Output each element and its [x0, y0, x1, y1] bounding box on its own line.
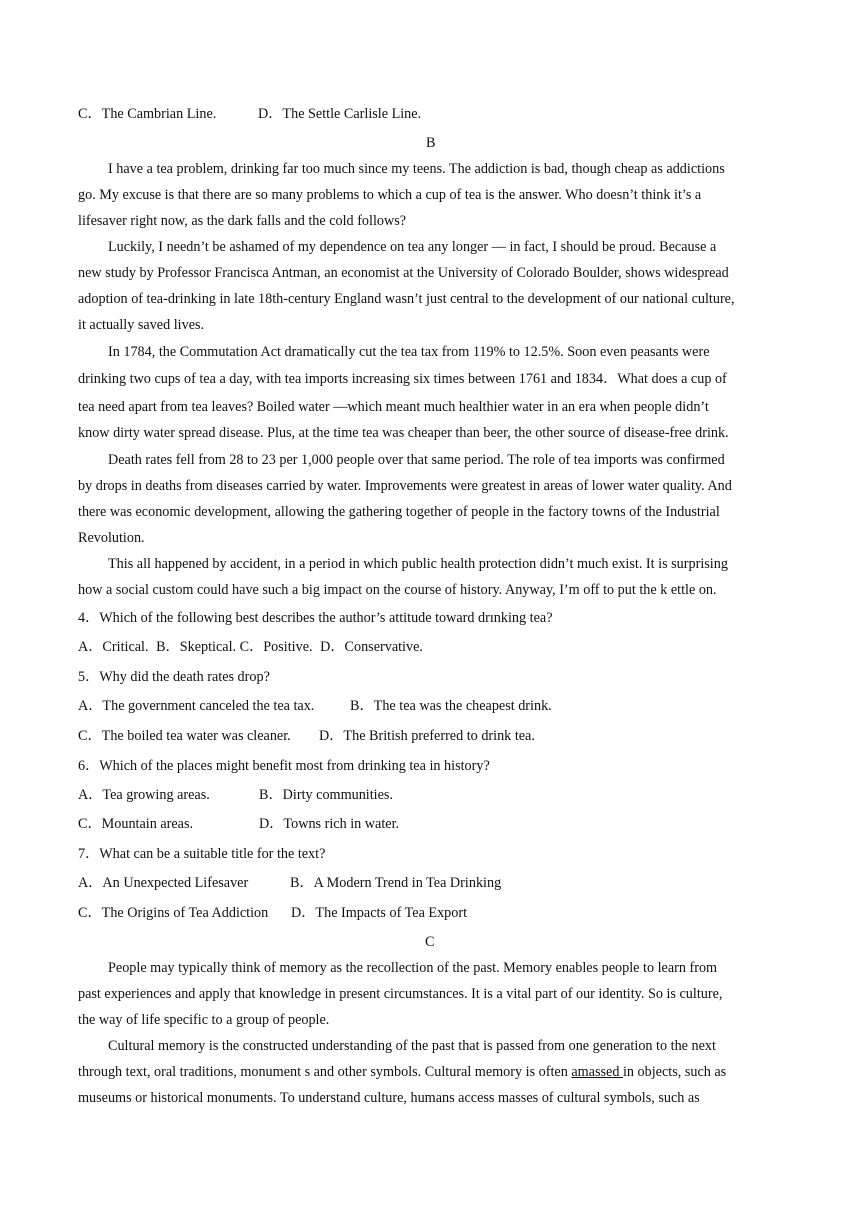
b-p1-line: go. My excuse is that there are so many problems to which a cup of tea is the answer. Who doesn’t think it’s a [78, 187, 702, 203]
b-p5-line: how a social custom could have such a big impact on the course of history. Anyway, I’m off to put the k ettle on. [78, 582, 717, 598]
q4-stem: 4．Which of the following best describes the author’s attitude toward drınking tea? [78, 610, 553, 626]
c-p2-text-before: through text, oral traditions, monument s and other symbols. Cultural memory is often [78, 1064, 572, 1080]
b-p3-line: In 1784, the Commutation Act dramatically cut the tea tax from 119% to 12.5%. Soon even peasants were [108, 344, 710, 360]
b-p2-line: adoption of tea-drinking in late 18th-century England wasn’t just central to the development of our national culture, [78, 291, 735, 307]
q6-option-c: C．Mountain areas. [78, 816, 194, 832]
q6-options-row1 [78, 785, 393, 805]
section-c-heading: C [425, 934, 435, 950]
b-p4-line: Revolution. [78, 530, 145, 546]
q5-options-row2 [78, 726, 535, 746]
q4-option-a: A．Critical. [78, 639, 149, 655]
c-p2-line: museums or historical monuments. To understand culture, humans access masses of cultural symbols, such as [78, 1090, 700, 1106]
c-p2-line: Cultural memory is the constructed understanding of the past that is passed from one generation to the next [108, 1038, 716, 1054]
b-p3-line: drinking two cups of tea a day, with tea imports increasing six times between 1761 and 1834．What does a cup of [78, 371, 727, 387]
q6-option-a: A．Tea growing areas. [78, 787, 210, 803]
option-d: D．The Settle Carlisle Line. [258, 106, 422, 122]
section-b-heading: B [426, 135, 436, 151]
b-p4-line: by drops in deaths from diseases carried by water. Improvements were greatest in areas of lower water quality. And [78, 478, 732, 494]
q4-option-c: C．Positive. [239, 639, 313, 655]
q7-option-c: C．The Origins of Tea Addiction [78, 905, 269, 921]
q7-options-row1 [78, 873, 501, 893]
b-p4-line: Death rates fell from 28 to 23 per 1,000 people over that same period. The role of tea imports was confirmed [108, 452, 725, 468]
q4-options [78, 637, 423, 657]
q5-option-a: A．The government canceled the tea tax. [78, 698, 315, 714]
underlined-word-amassed: amassed [571, 1064, 623, 1080]
c-p2-text-after: in objects, such as [622, 1064, 727, 1080]
b-p1-line: lifesaver right now, as the dark falls and the cold follows? [78, 213, 407, 229]
q5-stem: 5．Why did the death rates drop? [78, 669, 270, 685]
c-p1-line: the way of life specific to a group of people. [78, 1012, 330, 1028]
q6-option-d: D．Towns rich in water. [259, 816, 400, 832]
q7-stem: 7．What can be a suitable title for the text? [78, 846, 326, 862]
q4-option-b: B．Skeptical. [156, 639, 237, 655]
c-p2-line [78, 1062, 726, 1082]
option-c: C．The Cambrian Line. [78, 106, 217, 122]
b-p2-line: new study by Professor Francisca Antman, an economist at the University of Colorado Boulder, shows widespread [78, 265, 729, 281]
b-p5-line: This all happened by accident, in a period in which public health protection didn’t much exist. It is surprising [108, 556, 728, 572]
b-p1-line: I have a tea problem, drinking far too much since my teens. The addiction is bad, though cheap as addictions [108, 161, 725, 177]
q5-options-row1 [78, 696, 552, 716]
b-p2-line: it actually saved lives. [78, 317, 205, 333]
q7-option-d: D．The Impacts of Tea Export [291, 905, 468, 921]
prev-options-row [78, 104, 421, 124]
q7-options-row2 [78, 903, 467, 923]
b-p4-line: there was economic development, allowing the gathering together of people in the factory towns of the Industrial [78, 504, 720, 520]
b-p3-line: tea need apart from tea leaves? Boiled water —which meant much healthier water in an era when people didn’t [78, 399, 709, 415]
q7-option-b: B．A Modern Trend in Tea Drinking [290, 875, 502, 891]
q7-option-a: A．An Unexpected Lifesaver [78, 875, 249, 891]
q6-options-row2 [78, 814, 399, 834]
q6-option-b: B．Dirty communities. [259, 787, 393, 803]
c-p1-line: past experiences and apply that knowledge in present circumstances. It is a vital part of our identity. So is culture, [78, 986, 723, 1002]
q5-option-c: C．The boiled tea water was cleaner. [78, 728, 291, 744]
c-p1-line: People may typically think of memory as the recollection of the past. Memory enables people to learn from [108, 960, 718, 976]
b-p2-line: Luckily, I needn’t be ashamed of my dependence on tea any longer — in fact, I should be proud. Because a [108, 239, 717, 255]
q5-option-b: B．The tea was the cheapest drink. [350, 698, 552, 714]
b-p3-line: know dirty water spread disease. Plus, at the time tea was cheaper than beer, the other source of disease-free drink. [78, 425, 729, 441]
q6-stem: 6．Which of the places might benefit most from drinking tea in history? [78, 758, 490, 774]
q5-option-d: D．The British preferred to drink tea. [319, 728, 535, 744]
q4-option-d: D．Conservative. [320, 639, 423, 655]
